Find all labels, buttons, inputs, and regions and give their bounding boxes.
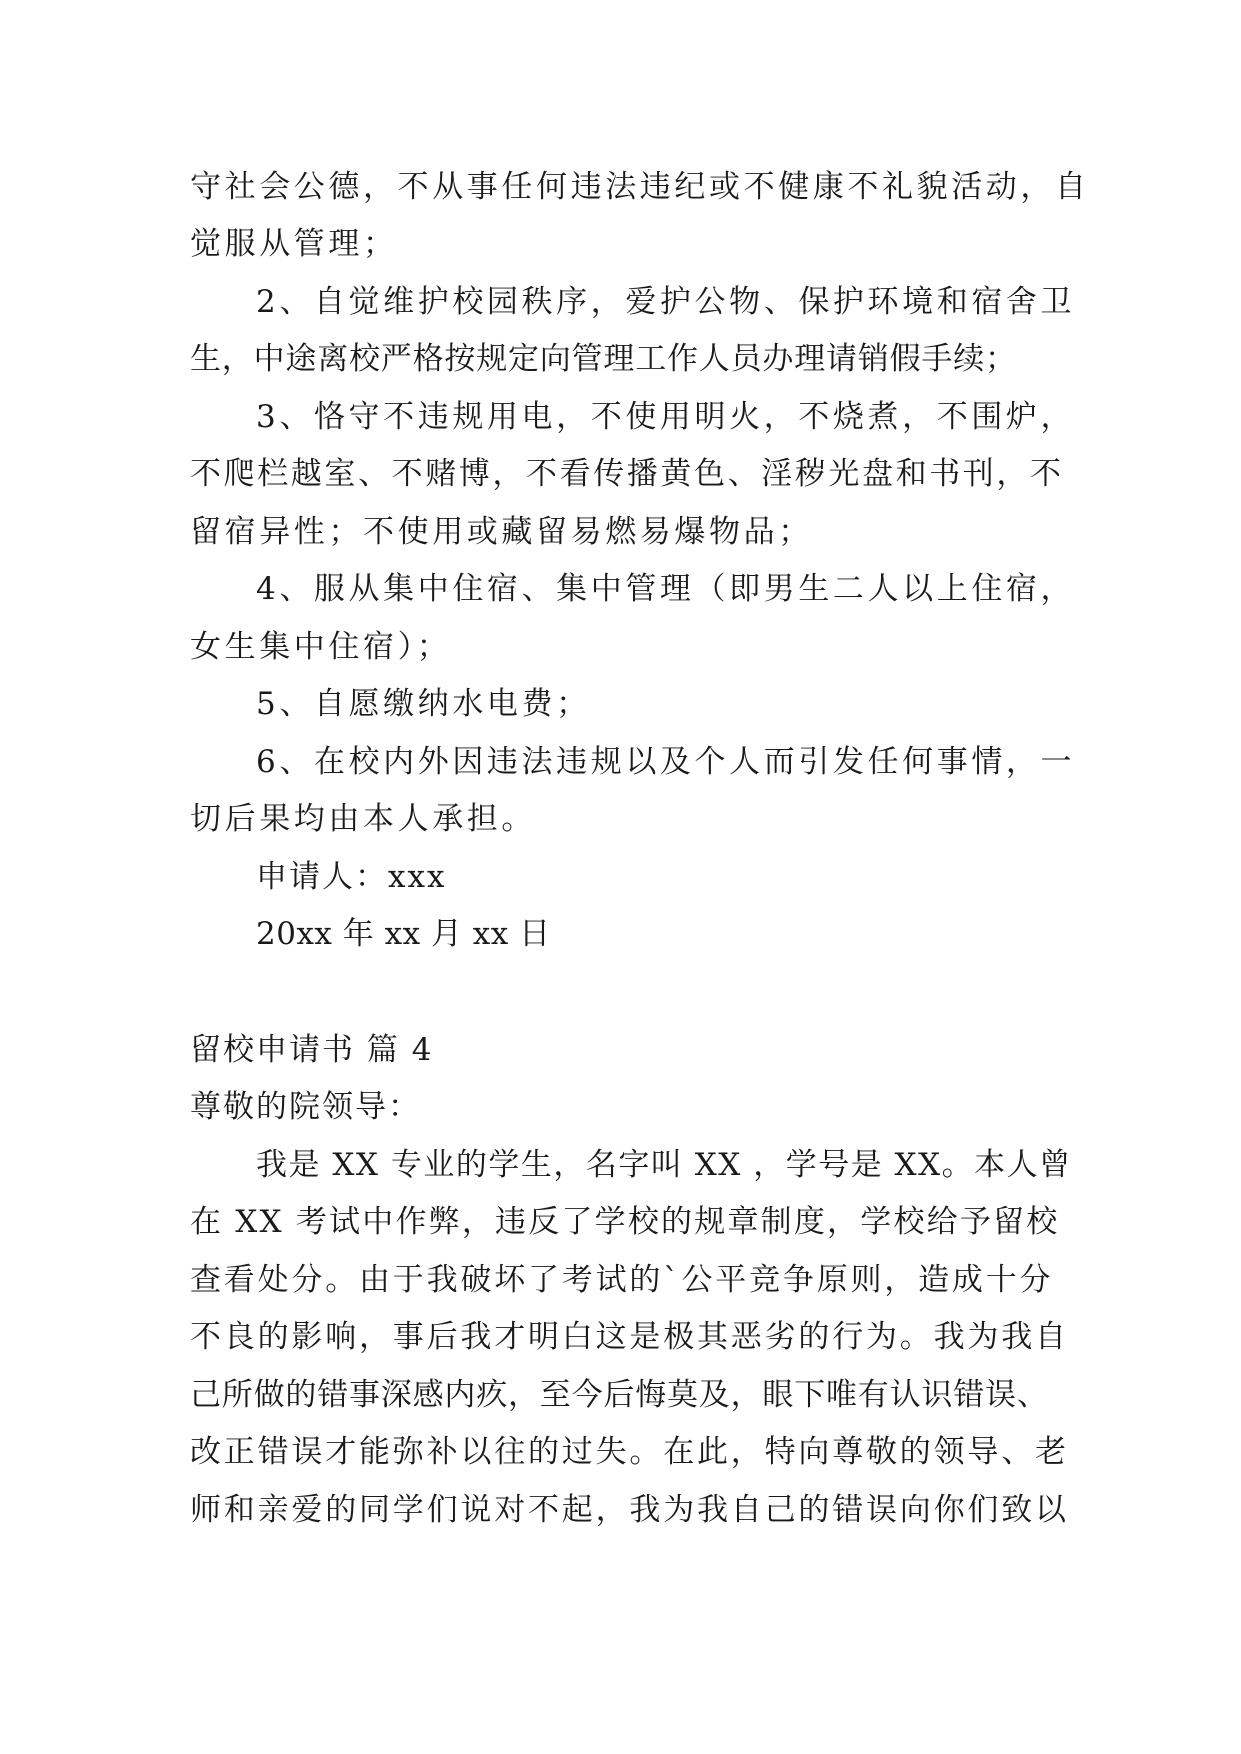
text-line-19: 查看处分。由于我破坏了考试的`公平竞争原则，造成十分 xyxy=(190,1262,1054,1298)
section-title: 留校申请书 篇 4 xyxy=(190,1032,434,1068)
text-line-5: 3、恪守不违规用电，不使用明火，不烧煮，不围炉， xyxy=(256,399,1076,435)
text-line-11: 6、在校内外因违法违规以及个人而引发任何事情，一 xyxy=(256,744,1076,780)
text-line-23: 师和亲爱的同学们说对不起，我为我自己的错误向你们致以 xyxy=(190,1492,1069,1528)
text-line-2: 觉服从管理； xyxy=(190,226,398,262)
text-line-17: 我是 XX 专业的学生，名字叫 XX ，学号是 XX。本人曾 xyxy=(256,1147,1072,1183)
text-line-1: 守社会公德，不从事任何违法违纪或不健康不礼貌活动，自 xyxy=(190,169,1090,205)
text-line-8: 4、服从集中住宿、集中管理（即男生二人以上住宿， xyxy=(256,571,1076,607)
signature-date: 20xx 年 xx 月 xx 日 xyxy=(256,916,551,952)
text-line-22: 改正错误才能弥补以往的过失。在此，特向尊敬的领导、老 xyxy=(190,1434,1069,1470)
salutation: 尊敬的院领导： xyxy=(190,1089,421,1125)
text-line-4: 生，中途离校严格按规定向管理工作人员办理请销假手续； xyxy=(190,341,1017,377)
text-line-6: 不爬栏越室、不赌博，不看传播黄色、淫秽光盘和书刊，不 xyxy=(190,456,1064,492)
text-line-9: 女生集中住宿）； xyxy=(190,629,452,665)
text-line-12: 切后果均由本人承担。 xyxy=(190,801,536,837)
text-line-10: 5、自愿缴纳水电费； xyxy=(256,686,591,722)
text-line-20: 不良的影响，事后我才明白这是极其恶劣的行为。我为我自 xyxy=(190,1319,1069,1355)
text-line-3: 2、自觉维护校园秩序，爱护公物、保护环境和宿舍卫 xyxy=(256,284,1076,320)
text-line-7: 留宿异性；不使用或藏留易燃易爆物品； xyxy=(190,514,813,550)
text-line-18: 在 XX 考试中作弊，违反了学校的规章制度，学校给予留校 xyxy=(190,1204,1060,1240)
text-line-21: 己所做的错事深感内疚，至今后悔莫及，眼下唯有认识错误、 xyxy=(190,1377,1049,1413)
signature-applicant: 申请人：xxx xyxy=(256,859,447,895)
